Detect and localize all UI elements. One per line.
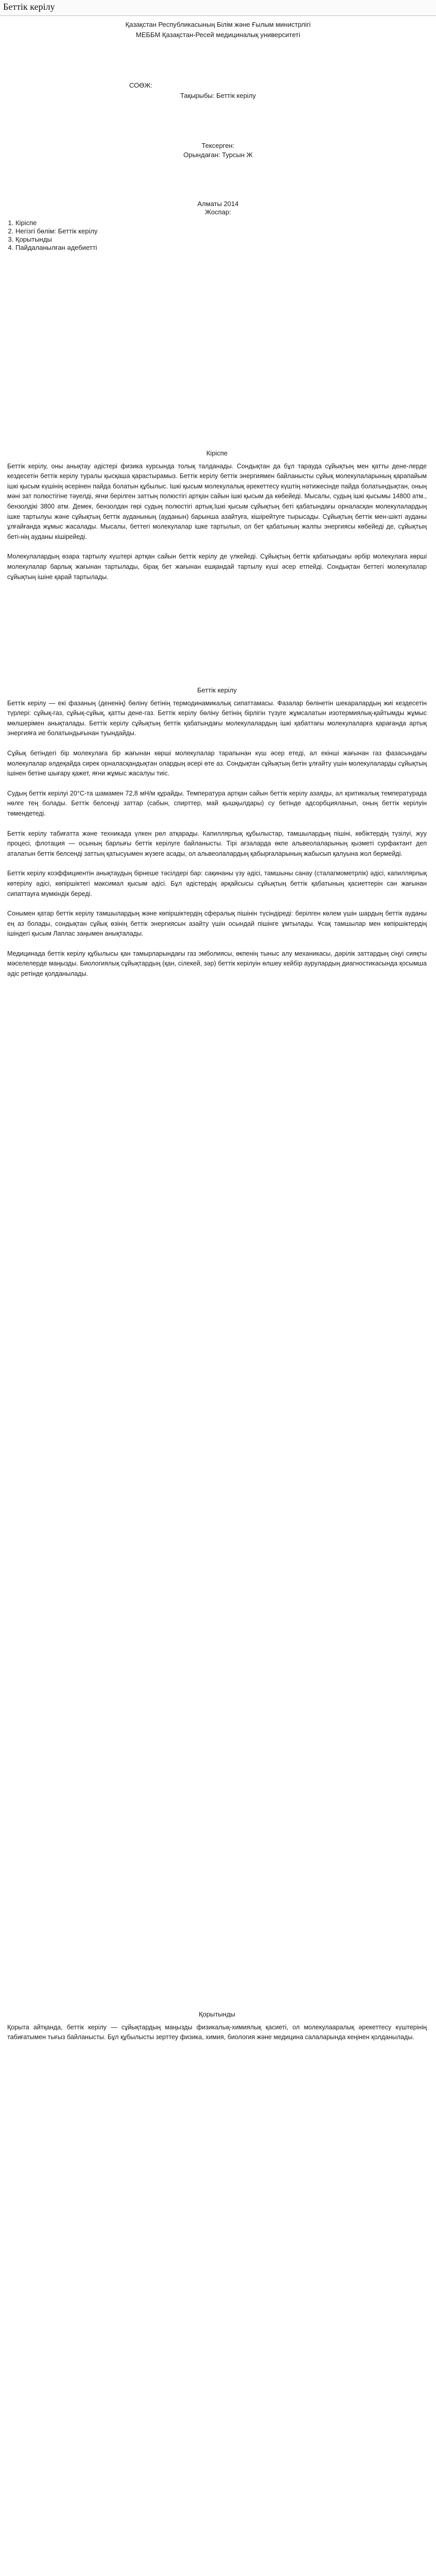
contents-item: 2. Негізгі бөлім: Беттік керілу	[15, 227, 97, 235]
main-paragraph: Беттік керілу табиғатта және техникада үлкен рөл атқарады. Капиллярлық құбылыстар, тамшылардың пішіні, көбіктердің түзілуі, жуу процесі, флотация — осының барлығы беттік керілуге байланысты. Тірі ағзаларда өкпе альвеолаларының қызметі сурфактант деп аталатын беттік белсенді заттың қатысуымен жүзеге асады, ол альвеолалардың қабырғаларының жабысып қалуына жол бермейді.	[7, 829, 427, 857]
plan-label: Жоспар:	[205, 208, 231, 216]
main-paragraph: Судың беттік керілуі 20°С-та шамамен 72,8 мН/м құрайды. Температура артқан сайын беттік керілу азаяды, ал критикалық температурада нөлге тең болады. Беттік белсенді заттар (сабын, спирттер, май қышқылдары) су бетінде адсорбцияланып, оның беттік керілуін төмендетеді.	[7, 789, 427, 817]
contents-item: 3. Қорытынды	[15, 235, 97, 244]
document-title: Беттік керілу	[3, 2, 55, 12]
conclusion-heading: Қорытынды	[199, 2010, 235, 2018]
main-paragraph: Беттік керілу — екі фазаның (дененің) бөлінү бетінің термодинамикалық сипаттамасы. Фазалар бөлінетін шекаралардың жиі кездесетін түрлері: сұйық-газ, сұйық-сұйық, қатты дене-газ. Беттік керілу бөліну бетінің бірлігін түзуге жұмсалатын изотермиялық-қайтымды жұмыс мөлшерімен анықталады. Беттік керілу сұйықтың беттік қабатындағы молекулалардың ішкі қабаттағы молекулаларға қарағанда артық энергияға ие болатындығынан туындайды.	[7, 699, 427, 737]
intro-heading: Кіріспе	[206, 449, 228, 457]
main-paragraph: Беттік керілу коэффициентін анықтаудың бірнеше тәсілдері бар: сақинаны үзу әдісі, тамшыны санау (сталагмометрлік) әдісі, капиллярлық көтерілу әдісі, көпіршіктегі максимал қысым әдісі. Бұл әдістердің әрқайсысы сұйықтың беттік қабатының қасиеттерін сан жағынан сипаттауға мүмкіндік береді.	[7, 870, 427, 897]
intro-paragraph: Молекулалардың өзара тартылу күштері артқан сайын беттік керілу де үлкейеді. Сұйықтың беттік қабатындағы әрбір молекулаға көрші молекулалар барлық жағынан тартылады, бірақ бет жағынан ешқандай тартылу күші әсер етпейді. Сондықтан беттегі молекулалар сұйықтың ішіне қарай тартылады.	[7, 553, 427, 581]
main-paragraph: Сұйық бетіндегі бір молекулаға бір жағынан көрші молекулалар тарапынан күш әсер етеді, ал екінші жағынан газ фазасындағы молекулалар әлдеқайда сирек орналасқандықтан олардың әсері өте аз. Сондықтан сұйықтың бетін ұлғайту үшін молекулаларды сұйықтың ішінен бетіне шығару қажет, яғни жұмыс жасалуы тиіс.	[7, 749, 427, 777]
ministry-line: Қазақстан Республикасының Білім және Ғылым министрлігі	[125, 21, 311, 28]
performed-line: Орындаған: Турсын Ж	[183, 151, 253, 159]
conclusion-paragraph: Қорыта айтқанда, беттік керілу — сұйықтардың маңызды физикалық-химиялық қасиеті, ол молекулааралық әрекеттесу күштерінің табиғатымен тығыз байланысты. Бұл құбылысты зерттеу физика, химия, биология және медицина салаларында кеңінен қолданылады.	[7, 2023, 427, 2041]
document-title-bar	[0, 0, 436, 16]
intro-paragraph: Беттік керілу, оны анықтау әдістері физика курсында толық талданады. Сондықтан да бұл тарауда сұйықтың мен қатты дене-лерде кездесетін беттік керілу туралы қысқаша қарастырамыз. Беттік керілу беттік энергиямен байланысты сұйық молекулаларының қарапайым ішкі қысым күшінің әсерінен пайда болатын құбылыс. Ішкі қысым молекулалық әрекеттесу күштің нәтижесінде пайда болатындықтан, оның мәні зат полюстігіне тәуелді, яғни берілген заттың полюстігі артқан сайын ішкі қысым да көбейеді. Мысалы, судың ішкі қысымы 14800 атм., бензолдікі 3800 атм. Демек, бензолдан гөрі судың полюстігі артық.Ішкі қысым сұйықтың беті қабатындағы орналасқан молекулалардың ішке тартылуы және сұйықтың беттік ауданының (ауданын) барынша азайтуға, кішірейтуге тырысады. Сұйықтың беттік мен-шікті ауданы ұлғайғанда жұмыс жасалады. Мысалы, беттегі молекулалар ішке тартылып, ол бет қабатының жалпы энергиясы көбейеді де, сұйықтың беті-нің ауданы кішірейеді.	[7, 462, 427, 540]
city-year: Алматы 2014	[197, 200, 239, 208]
conclusion-section	[7, 2009, 427, 2053]
checked-label: Тексерген:	[201, 142, 235, 149]
main-heading: Беттік керілу	[197, 686, 237, 694]
main-paragraph: Медицинада беттік керілу құбылысы қан тамырларындағы газ эмболиясы, өкпенің тыныс алу механикасы, дәрілік заттардың сіңуі сияқты мәселелерде маңызды. Биологиялық сұйықтардың (қан, сілекей, зәр) беттік керілуін өлшеу кейбір аурулардың диагностикасында қосымша әдіс ретінде қолданылады.	[7, 950, 427, 978]
university-line: МЕББМ Қазақстан-Ресей медициналық университеті	[136, 31, 300, 39]
contents-list	[7, 219, 97, 252]
topic-line: Тақырыбы: Беттік керілу	[180, 92, 256, 99]
main-section	[7, 685, 427, 989]
contents-item: 4. Пайдаланылған әдебиетті	[15, 244, 97, 252]
main-paragraph: Сонымен қатар беттік керілу тамшылардың және көпіршіктердің сфералық пішінін түсіндіреді: берілген көлем үшін шардың беттік ауданы ең аз болады, сондықтан сұйық өзінің беттік энергиясын азайту үшін осындай пішінге ұмтылады. Ұсақ тамшылар мен көпіршіктердің ішіндегі қысым Лаплас заңымен анықталады.	[7, 910, 427, 938]
intro-section	[7, 448, 427, 592]
contents-item: 1. Кіріспе	[15, 219, 97, 227]
sowzh-label: СОӨЖ:	[129, 81, 152, 89]
